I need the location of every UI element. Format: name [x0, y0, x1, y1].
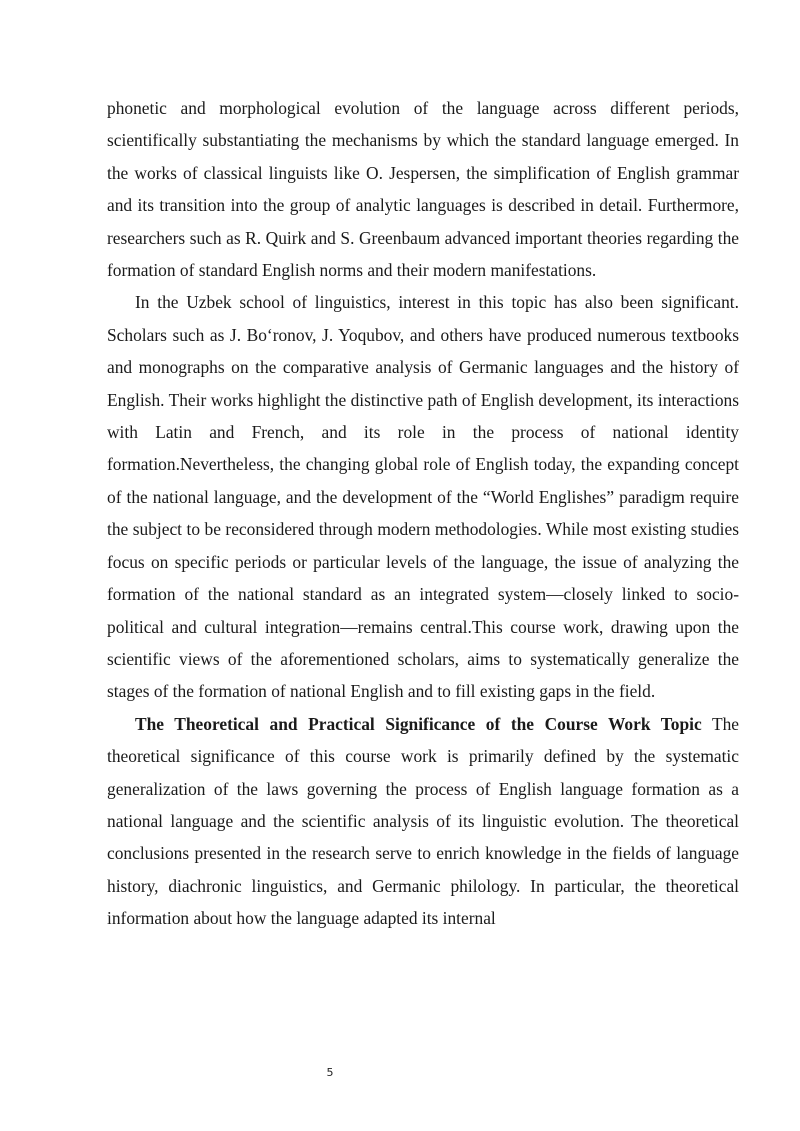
section-heading: The Theoretical and Practical Significance of the Course Work Topic: [135, 713, 702, 734]
paragraph-1: phonetic and morphological evolution of the language across different periods, scientifically substantiating the mechanisms by which the standard language emerged. In the works of classical linguists like O. Jespersen, the simplification of English grammar and its transition into the group of analytic languages is described in detail. Furthermore, researchers such as R. Quirk and S. Greenbaum advanced important theories regarding the formation of standard English norms and their modern manifestations.: [107, 98, 739, 281]
paragraph-3: [107, 708, 739, 935]
page-number: 5: [326, 1066, 334, 1079]
body-text: [107, 92, 739, 935]
paragraph-2: In the Uzbek school of linguistics, interest in this topic has also been significant. Scholars such as J. Bo‘ronov, J. Yoqubov, and others have produced numerous textbooks and monographs on the comparative analysis of Germanic languages and the history of English. Their works highlight the distinctive path of English development, its interactions with Latin and French, and its role in the process of national identity formation.Nevertheless, the changing global role of English today, the expanding concept of the national language, and the development of the “World Englishes” paradigm require the subject to be reconsidered through modern methodologies. While most existing studies focus on specific periods or particular levels of the language, the issue of analyzing the formation of the national standard as an integrated system—closely linked to socio-political and cultural integration—remains central.This course work, drawing upon the scientific views of the aforementioned scholars, aims to systematically generalize the stages of the formation of national English and to fill existing gaps in the field.: [107, 292, 739, 702]
paragraph-3-text: The theoretical significance of this course work is primarily defined by the systematic generalization of the laws governing the process of English language formation as a national language and the scientific analysis of its linguistic evolution. The theoretical conclusions presented in the research serve to enrich knowledge in the fields of language history, diachronic linguistics, and Germanic philology. In particular, the theoretical information about how the language adapted its internal: [107, 713, 739, 929]
